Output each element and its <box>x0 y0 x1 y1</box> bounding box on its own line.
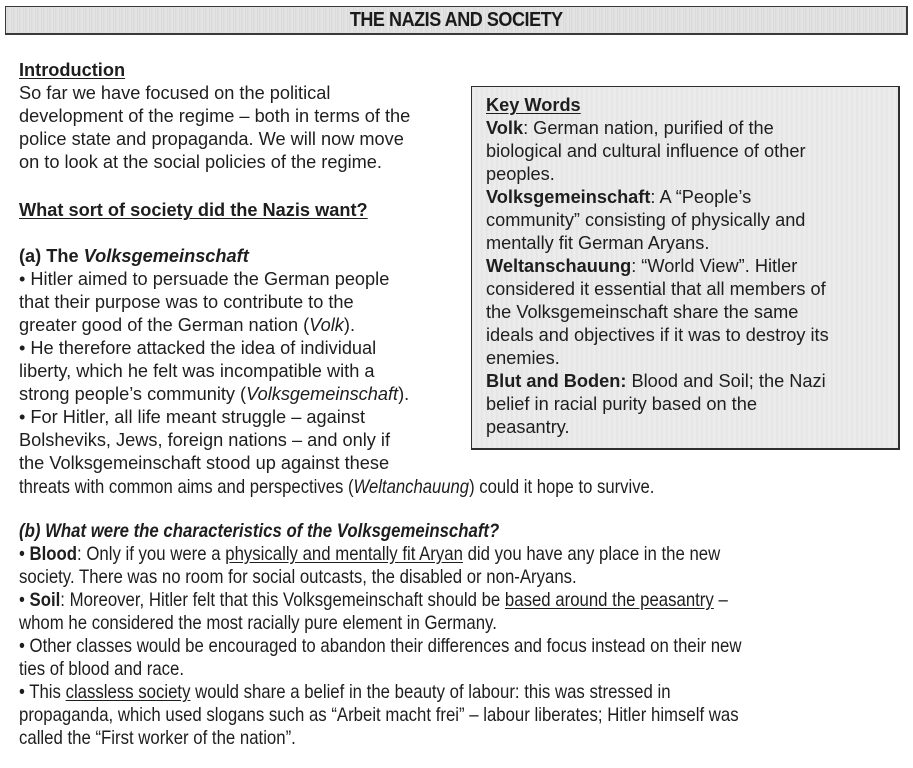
bullet-line: whom he considered the most racially pure element in Germany. <box>19 612 497 634</box>
text-span: ). <box>343 315 356 335</box>
title-banner <box>5 6 908 35</box>
bullet-line: called the “First worker of the nation”. <box>19 727 296 749</box>
text-span: : Only if you were a <box>77 543 226 565</box>
keyword-entry-line: enemies. <box>486 348 560 368</box>
introduction-paragraph <box>19 82 459 174</box>
text-span: : <box>523 118 534 138</box>
intro-line: on to look at the social policies of the regime. <box>19 152 382 172</box>
keyword-entry-line <box>486 370 891 393</box>
bullet-line: that their purpose was to contribute to the <box>19 292 354 312</box>
keyword-definition: Blood and Soil; the Nazi <box>631 371 826 391</box>
bullet-line <box>19 383 459 406</box>
bullet-line: propaganda, which used slogans such as “Arbeit macht frei” – labour liberates; Hitler himself was <box>19 704 739 726</box>
term-volksgemeinschaft: Volksgemeinschaft <box>246 384 399 404</box>
key-words-content <box>486 94 891 439</box>
term-volk: Volk <box>309 315 344 335</box>
intro-line: police state and propaganda. We will now move <box>19 129 404 149</box>
text-span: • This <box>19 681 66 703</box>
text-span: : <box>631 256 642 276</box>
society-question-heading: What sort of society did the Nazis want? <box>19 200 368 220</box>
keyword-entry-line: peoples. <box>486 164 555 184</box>
term-blood: Blood <box>29 543 78 565</box>
bullet-line: • He therefore attacked the idea of individual <box>19 338 377 358</box>
section-a-final-line <box>19 476 762 499</box>
bullet-line: • Hitler aimed to persuade the German people <box>19 269 390 289</box>
bullet: • <box>19 543 30 565</box>
text-span: strong people’s community ( <box>19 384 247 404</box>
key-words-heading: Key Words <box>486 95 581 115</box>
keyword-term: Volksgemeinschaft <box>486 187 651 207</box>
keyword-entry-line: the Volksgemeinschaft share the same <box>486 302 799 322</box>
text-span: greater good of the German nation ( <box>19 315 310 335</box>
section-b-heading: (b) What were the characteristics of the Volksgemeinschaft? <box>19 520 500 542</box>
keyword-term: Blut and Boden: <box>486 371 627 391</box>
keyword-entry-line: considered it essential that all members of <box>486 279 826 299</box>
text-span: ). <box>398 384 410 404</box>
introduction-heading: Introduction <box>19 60 126 80</box>
bullet-line: ties of blood and race. <box>19 658 185 680</box>
keyword-entry-line <box>486 186 891 209</box>
bullet-line: society. There was no room for social outcasts, the disabled or non-Aryans. <box>19 566 577 588</box>
keyword-definition: German nation, purified of the <box>533 118 774 138</box>
keyword-entry-line: belief in racial purity based on the <box>486 394 757 414</box>
bullet-line <box>19 314 459 337</box>
keyword-entry-line <box>486 255 891 278</box>
bullet-line: the Volksgemeinschaft stood up against these <box>19 453 390 473</box>
underlined-phrase: based around the peasantry <box>504 589 714 611</box>
text-span: did you have any place in the new <box>462 543 721 565</box>
bullet-line: Bolsheviks, Jews, foreign nations – and only if <box>19 430 391 450</box>
keyword-entry-line: mentally fit German Aryans. <box>486 233 710 253</box>
bullet-line <box>19 589 741 612</box>
bullet: • <box>19 589 30 611</box>
text-span: ) could it hope to survive. <box>469 476 655 498</box>
section-b-content <box>19 520 741 750</box>
keyword-entry-line: community” consisting of physically and <box>486 210 806 230</box>
text-span: would share a belief in the beauty of labour: this was stressed in <box>190 681 671 703</box>
bullet-line <box>19 681 741 704</box>
bullet-line: liberty, which he felt was incompatible with a <box>19 361 375 381</box>
keyword-entry-line: biological and cultural influence of other <box>486 141 806 161</box>
text-span: : <box>650 187 660 207</box>
keyword-entry-line: ideals and objectives if it was to destroy its <box>486 325 829 345</box>
bullet-line: • Other classes would be encouraged to abandon their differences and focus instead on their new <box>19 635 742 657</box>
bullet-line <box>19 543 741 566</box>
keyword-entry-line <box>486 117 891 140</box>
text-span: threats with common aims and perspectives ( <box>19 476 354 498</box>
page-title: THE NAZIS AND SOCIETY <box>349 9 563 31</box>
intro-line: development of the regime – both in terms of the <box>19 106 411 126</box>
section-a-heading-prefix: (a) The <box>19 246 84 266</box>
section-b <box>19 520 859 750</box>
keyword-definition: “World View”. Hitler <box>641 256 798 276</box>
underlined-phrase: classless society <box>65 681 191 703</box>
section-a-heading-term: Volksgemeinschaft <box>83 246 249 266</box>
underlined-phrase: physically and mentally fit Aryan <box>225 543 463 565</box>
section-a-heading <box>19 245 249 268</box>
term-weltanchauung: Weltanchauung <box>353 476 470 498</box>
intro-line: So far we have focused on the political <box>19 83 331 103</box>
keyword-definition: A “People’s <box>659 187 752 207</box>
term-soil: Soil <box>29 589 61 611</box>
keyword-entry-line: peasantry. <box>486 417 570 437</box>
text-span: – <box>713 589 728 611</box>
key-words-box <box>471 86 900 450</box>
bullet-line: • For Hitler, all life meant struggle – against <box>19 407 366 427</box>
keyword-term: Weltanschauung <box>486 256 632 276</box>
keyword-term: Volk <box>486 118 524 138</box>
text-span: : Moreover, Hitler felt that this Volksgemeinschaft should be <box>60 589 505 611</box>
section-a-body <box>19 268 459 475</box>
